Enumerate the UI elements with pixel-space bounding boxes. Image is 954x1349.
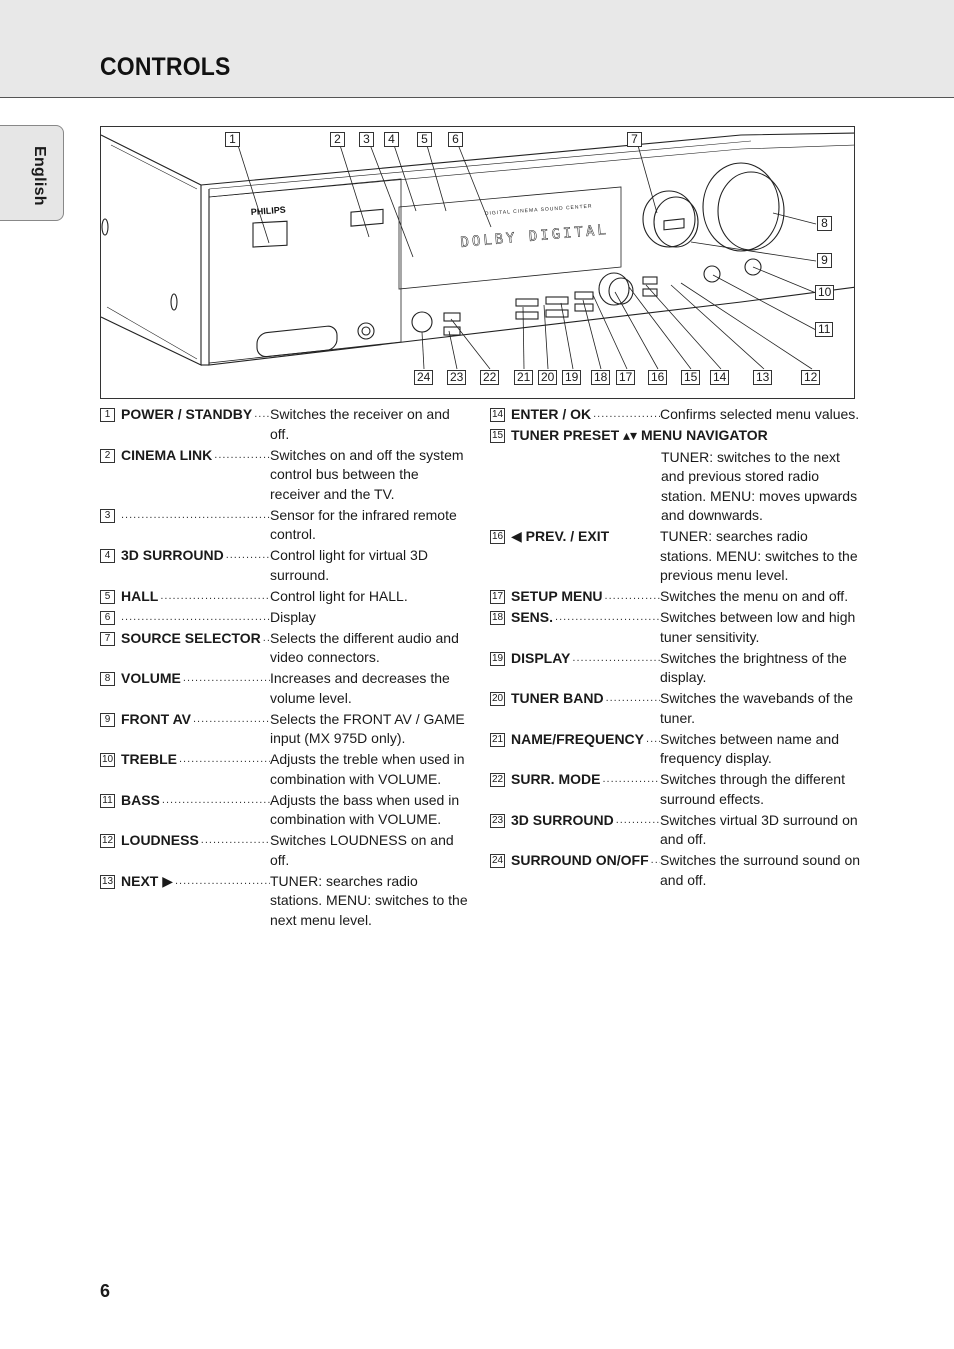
item-description: Adjusts the bass when used in combination with VOLUME. <box>270 791 460 827</box>
item-number: 7 <box>100 632 115 646</box>
callout-9: 9 <box>817 253 832 268</box>
control-item-13 <box>100 872 470 931</box>
item-number: 15 <box>491 430 504 441</box>
item-number: 14 <box>491 409 504 420</box>
page-number: 6 <box>100 1281 111 1301</box>
item-term: SENS. <box>511 609 554 625</box>
control-item-22 <box>490 770 860 809</box>
item-number: 12 <box>101 835 114 846</box>
leader-dots <box>121 608 270 628</box>
item-description: TUNER: searches radio stations. MENU: switches to the previous menu level. <box>660 528 858 583</box>
control-item-15 <box>490 426 860 526</box>
control-item-1 <box>100 405 470 444</box>
leader-dots <box>183 669 270 708</box>
item-number: 16 <box>491 531 504 542</box>
item-number: 1 <box>100 408 115 422</box>
leader-dots <box>179 750 270 789</box>
leader-dots <box>593 405 660 425</box>
leader-dots <box>646 730 660 769</box>
item-number: 5 <box>100 590 115 604</box>
item-term: SETUP MENU <box>511 588 603 604</box>
control-item-4 <box>100 546 470 585</box>
control-item-5 <box>100 587 470 607</box>
item-description: Selects the FRONT AV / GAME input (MX 975D only). <box>270 710 465 746</box>
callout-18: 18 <box>591 370 610 385</box>
item-description: Display <box>270 608 316 625</box>
panel-label: DIGITAL CINEMA SOUND CENTER <box>484 203 593 217</box>
callout-20: 20 <box>538 370 557 385</box>
item-number: 10 <box>101 754 114 765</box>
item-description: Switches LOUDNESS on and off. <box>270 832 454 868</box>
item-term: POWER / STANDBY <box>121 406 253 422</box>
callout-22: 22 <box>480 370 499 385</box>
leader-dots <box>606 689 660 728</box>
item-term: BASS <box>121 791 160 808</box>
item-number: 17 <box>491 591 504 602</box>
item-term: 3D SURROUND <box>121 547 224 563</box>
item-number: 20 <box>491 693 504 704</box>
page-header <box>0 0 954 98</box>
control-item-9 <box>100 710 470 749</box>
item-term: SOURCE SELECTOR <box>121 629 261 646</box>
item-description: Switches the wavebands of the tuner. <box>660 690 854 726</box>
receiver-illustration <box>101 127 855 399</box>
display-lettering: DOLBY DIGITAL <box>459 222 610 251</box>
callout-4: 4 <box>384 132 399 147</box>
item-number: 3 <box>100 509 115 523</box>
item-number: 21 <box>491 733 504 745</box>
leader-dots <box>263 629 270 668</box>
callout-15: 15 <box>681 370 700 385</box>
callout-23: 23 <box>447 370 466 385</box>
callout-8: 8 <box>817 216 832 231</box>
item-number: 9 <box>100 713 115 727</box>
callout-13: 13 <box>753 370 772 385</box>
control-item-6 <box>100 608 470 628</box>
item-description: TUNER: switches to the next and previous stored radio station. MENU: moves upwards and downwards. <box>661 448 858 523</box>
item-term: ◀ PREV. / EXIT <box>511 528 610 544</box>
brand-logo: PHILIPS <box>250 204 287 217</box>
leader-dots <box>160 587 270 607</box>
callout-24: 24 <box>414 370 433 385</box>
control-item-23 <box>490 811 860 850</box>
callout-12: 12 <box>801 370 820 385</box>
item-term: NAME/FREQUENCY <box>511 730 645 747</box>
callout-6: 6 <box>448 132 463 147</box>
item-term: DISPLAY <box>511 649 571 666</box>
leader-dots <box>651 851 660 890</box>
item-description: Switches the surround sound on and off. <box>660 852 861 888</box>
item-description: Switches the receiver on and off. <box>270 406 450 442</box>
item-number: 2 <box>100 449 115 463</box>
leader-dots <box>572 649 660 688</box>
item-term: HALL <box>121 587 159 604</box>
item-term: TUNER BAND <box>511 690 604 706</box>
item-description: Switches between low and high tuner sensitivity. <box>660 609 856 645</box>
item-description: Switches on and off the system control bus between the receiver and the TV. <box>270 446 464 502</box>
item-description: Switches virtual 3D surround on and off. <box>660 811 858 847</box>
control-item-7 <box>100 629 470 668</box>
leader-dots <box>226 546 270 585</box>
item-term: NEXT ▶ <box>121 872 173 889</box>
callout-11: 11 <box>815 322 833 337</box>
page-title: CONTROLS <box>100 53 231 81</box>
item-description: TUNER: searches radio stations. MENU: switches to the next menu level. <box>270 872 468 928</box>
item-description: Control light for virtual 3D surround. <box>270 547 428 583</box>
item-term: FRONT AV <box>121 710 191 727</box>
item-term: TREBLE <box>121 751 177 767</box>
control-item-11 <box>100 791 470 830</box>
item-description: Adjusts the treble when used in combination with VOLUME. <box>270 751 465 787</box>
leader-dots <box>555 608 660 647</box>
leader-dots <box>605 587 660 607</box>
leader-dots <box>162 791 270 830</box>
control-item-24 <box>490 851 860 890</box>
control-item-10 <box>100 750 470 789</box>
item-description: Switches the brightness of the display. <box>660 649 847 685</box>
control-item-19 <box>490 649 860 688</box>
item-description: Sensor for the infrared remote control. <box>270 506 457 542</box>
control-item-12 <box>100 831 470 870</box>
item-description: Switches between name and frequency display. <box>660 730 839 766</box>
control-item-20 <box>490 689 860 728</box>
leader-dots <box>616 811 660 850</box>
control-item-14 <box>490 405 860 425</box>
item-term: TUNER PRESET ▴▾ MENU NAVIGATOR <box>511 427 768 443</box>
control-item-16 <box>490 527 860 586</box>
callout-17: 17 <box>616 370 635 385</box>
leader-dots <box>602 770 660 809</box>
callout-2: 2 <box>330 132 345 147</box>
item-term: 3D SURROUND <box>511 811 614 828</box>
item-description: Switches through the different surround effects. <box>660 771 845 807</box>
callout-3: 3 <box>359 132 374 147</box>
item-term: CINEMA LINK <box>121 446 213 463</box>
item-number: 8 <box>100 672 115 686</box>
item-term: ENTER / OK <box>511 406 592 422</box>
leader-dots <box>201 831 270 870</box>
item-number: 22 <box>491 774 504 785</box>
item-description: Switches the menu on and off. <box>660 588 849 604</box>
item-description: Selects the different audio and video connectors. <box>270 629 459 665</box>
item-term: SURROUND ON/OFF <box>511 852 649 868</box>
leader-dots <box>121 506 270 545</box>
control-item-18 <box>490 608 860 647</box>
callout-14: 14 <box>710 370 729 385</box>
callout-10: 10 <box>815 285 834 300</box>
item-description: Increases and decreases the volume level. <box>270 670 450 706</box>
control-item-8 <box>100 669 470 708</box>
control-item-17 <box>490 587 860 607</box>
callout-16: 16 <box>648 370 667 385</box>
receiver-front-panel-diagram <box>100 126 855 399</box>
controls-list-left <box>100 405 470 932</box>
leader-dots <box>193 710 270 749</box>
callout-19: 19 <box>562 370 581 385</box>
item-description: Control light for HALL. <box>270 587 408 604</box>
item-number: 6 <box>100 611 115 625</box>
item-number: 4 <box>100 549 115 563</box>
item-number: 19 <box>491 652 504 664</box>
language-tab-label: English <box>31 146 48 206</box>
control-item-21 <box>490 730 860 769</box>
item-number: 18 <box>491 612 504 623</box>
leader-dots <box>175 872 270 931</box>
control-item-2 <box>100 446 470 505</box>
item-number: 23 <box>491 814 504 826</box>
callout-1: 1 <box>225 132 240 147</box>
leader-dots <box>254 405 270 444</box>
item-number: 24 <box>491 855 504 866</box>
leader-dots <box>214 446 270 505</box>
item-term: LOUDNESS <box>121 832 199 848</box>
item-number: 13 <box>101 875 114 887</box>
callout-7: 7 <box>627 132 642 147</box>
item-description: Confirms selected menu values. <box>660 406 860 422</box>
item-term: VOLUME <box>121 670 181 686</box>
item-number: 11 <box>100 794 115 808</box>
control-item-3 <box>100 506 470 545</box>
item-term: SURR. MODE <box>511 771 601 787</box>
controls-list-right <box>490 405 860 892</box>
callout-21: 21 <box>514 370 533 385</box>
callout-5: 5 <box>417 132 432 147</box>
